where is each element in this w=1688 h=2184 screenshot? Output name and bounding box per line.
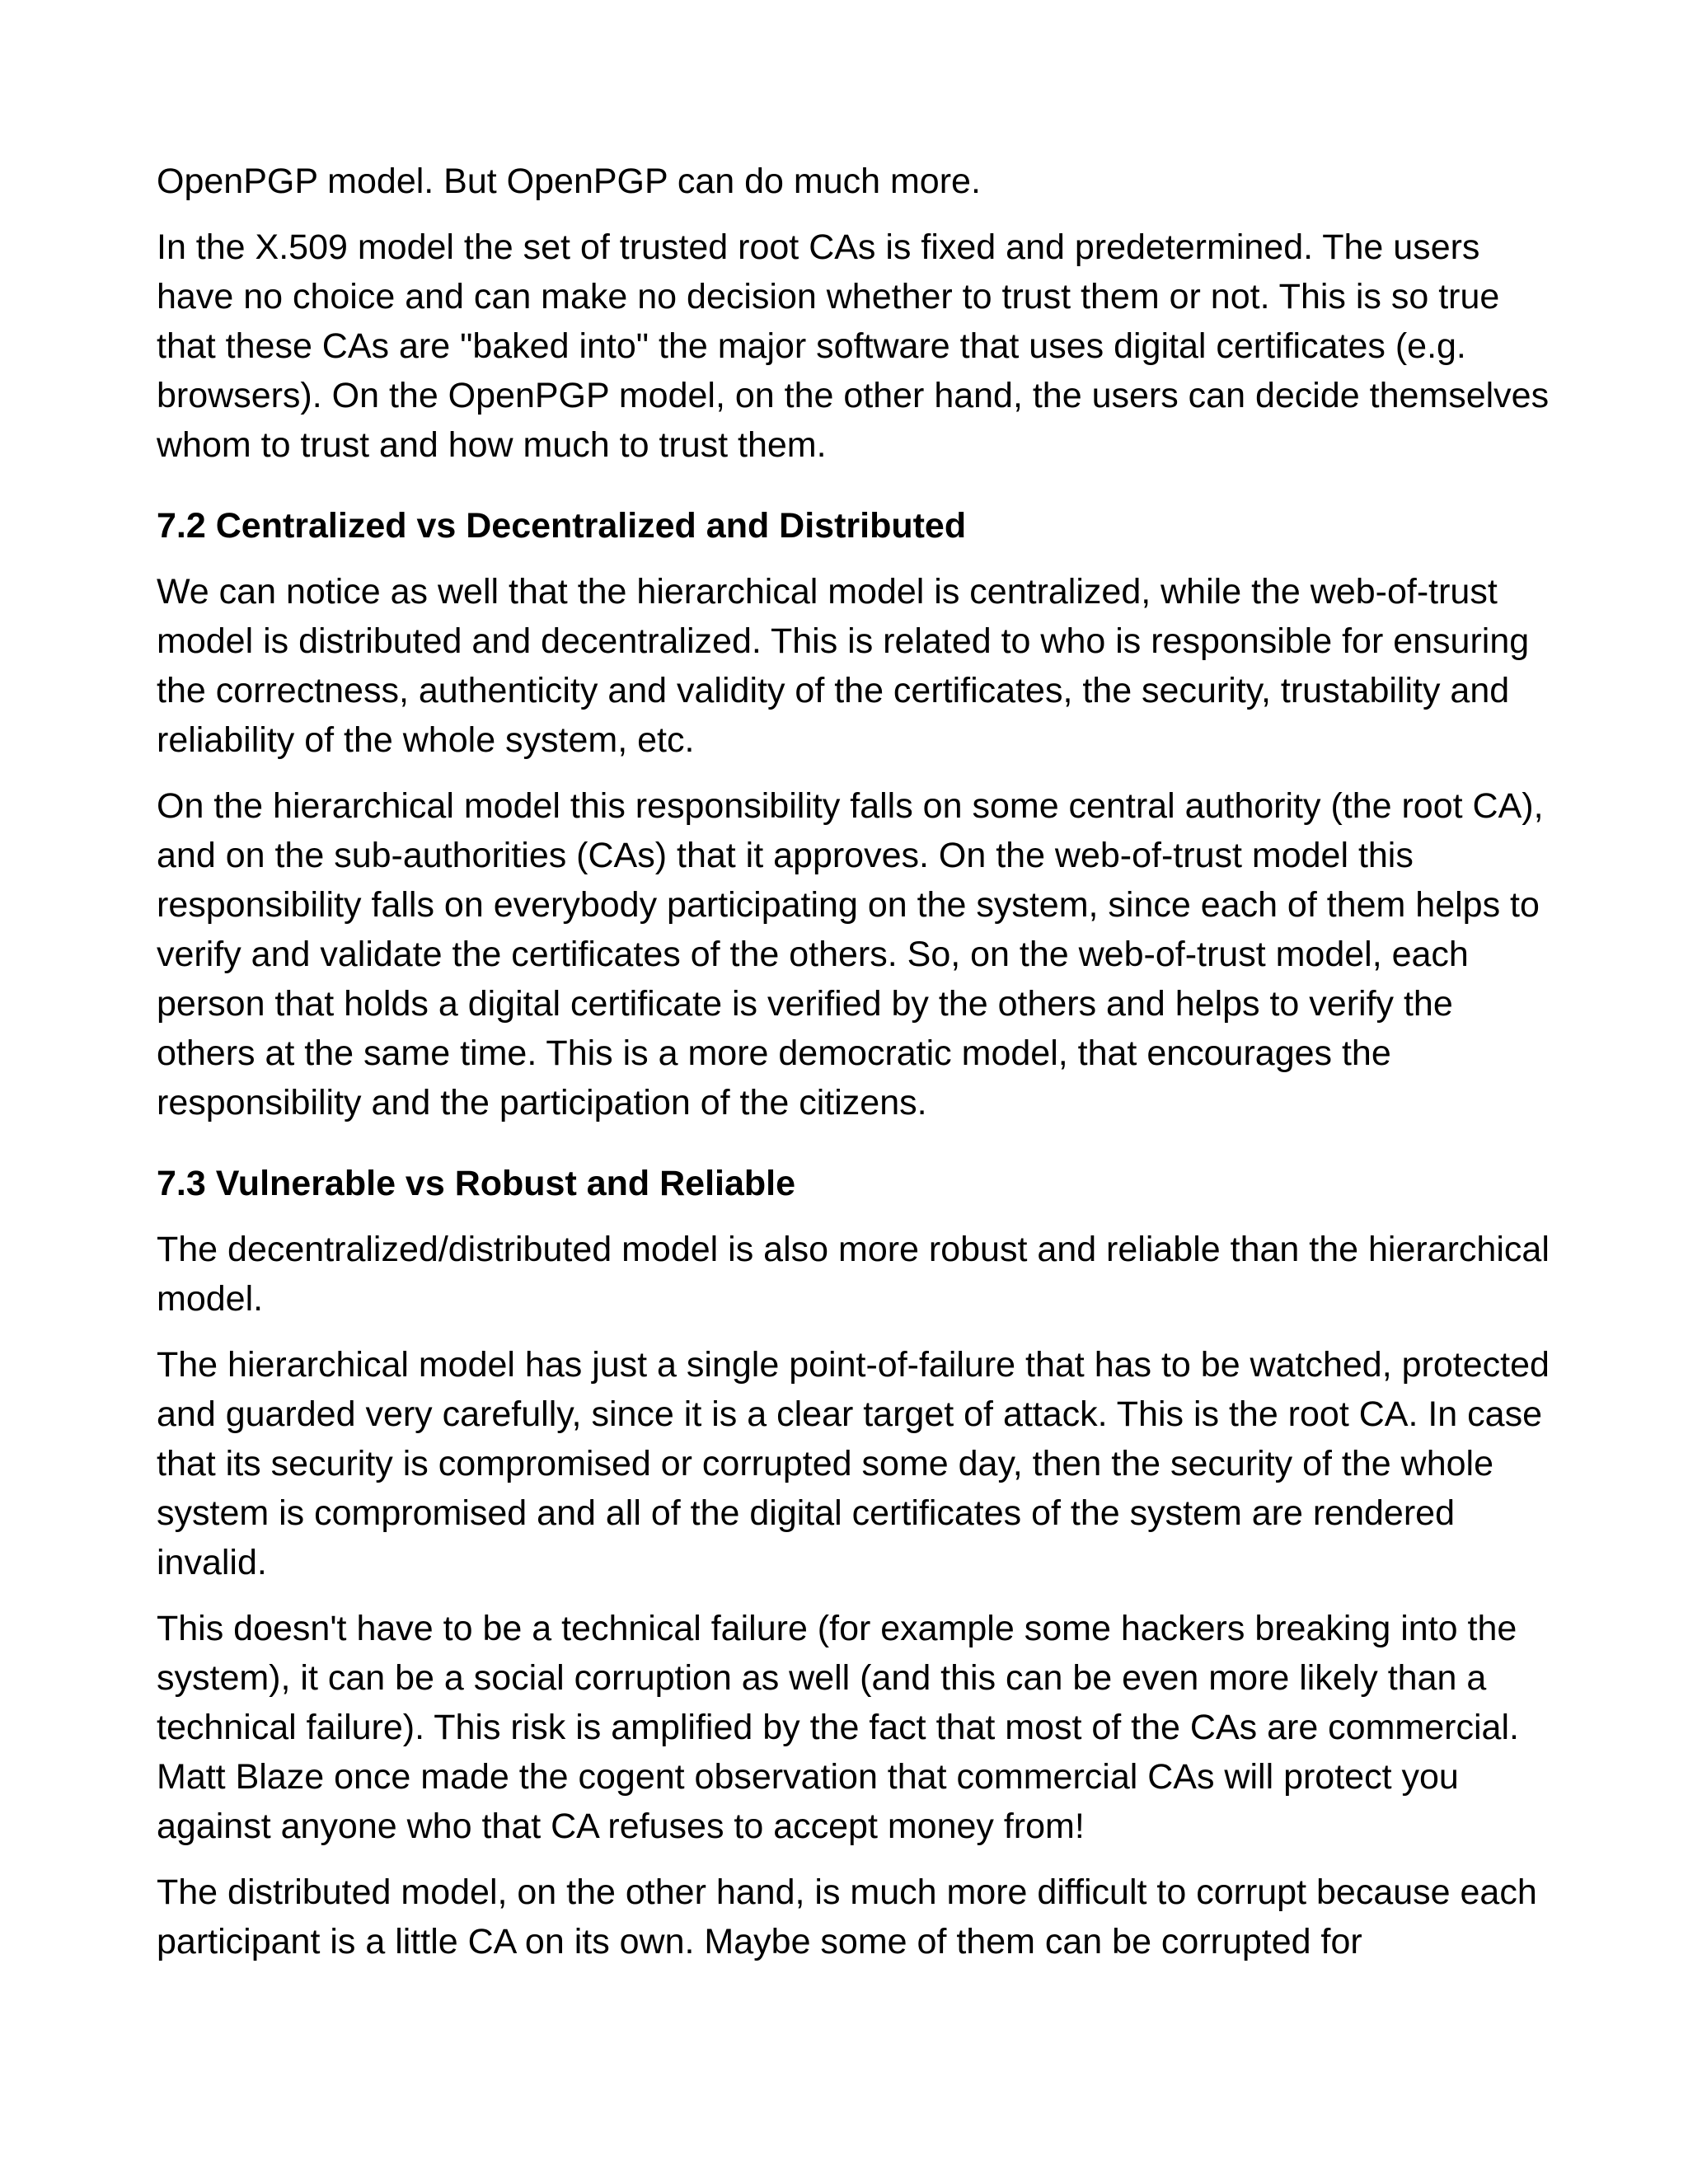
paragraph-vulnerable-4: The distributed model, on the other hand, is much more difficult to corrupt because each participant is a little CA on its own. Maybe some of them can be corrupted for <box>157 1872 1537 1961</box>
paragraph-centralized-2: On the hierarchical model this responsibility falls on some central authority (the root CA), and on the sub-authorities (CAs) that it approves. On the web-of-trust model this responsibility falls on everybody participating on the system, since each of them helps to verify and validate the certificates of the others. So, on the web-of-trust model, each person that holds a digital certificate is verified by the others and helps to verify the others at the same time. This is a more democratic model, that encourages the responsibility and the participation of the citizens. <box>157 786 1544 1122</box>
section-heading-vulnerable: 7.3 Vulnerable vs Robust and Reliable <box>157 1164 796 1203</box>
paragraph-openpgp-intro: OpenPGP model. But OpenPGP can do much more. <box>157 162 981 201</box>
paragraph-vulnerable-3: This doesn't have to be a technical failure (for example some hackers breaking into the system), it can be a social corruption as well (and this can be even more likely than a technical failure). This risk is amplified by the fact that most of the CAs are commercial. Matt Blaze once made the cogent observation that commercial CAs will protect you against anyone who that CA refuses to accept money from! <box>157 1609 1519 1846</box>
paragraph-vulnerable-2: The hierarchical model has just a single point-of-failure that has to be watched, protected and guarded very carefully, since it is a clear target of attack. This is the root CA. In case that its security is compromised or corrupted some day, then the security of the whole system is compromised and all of the digital certificates of the system are rendered invalid. <box>157 1345 1550 1582</box>
paragraph-centralized-1: We can notice as well that the hierarchical model is centralized, while the web-of-trust model is distributed and decentralized. This is related to who is responsible for ensuring the correctness, authenticity and validity of the certificates, the security, trustability and reliability of the whole system, etc. <box>157 572 1530 760</box>
document-body <box>157 157 1558 1983</box>
paragraph-vulnerable-1: The decentralized/distributed model is also more robust and reliable than the hierarchical model. <box>157 1230 1550 1319</box>
section-heading-centralized: 7.2 Centralized vs Decentralized and Distributed <box>157 506 967 546</box>
paragraph-x509-model: In the X.509 model the set of trusted root CAs is fixed and predetermined. The users have no choice and can make no decision whether to trust them or not. This is so true that these CAs are "baked into" the major software that uses digital certificates (e.g. browsers). On the OpenPGP model, on the other hand, the users can decide themselves whom to trust and how much to trust them. <box>157 227 1550 465</box>
